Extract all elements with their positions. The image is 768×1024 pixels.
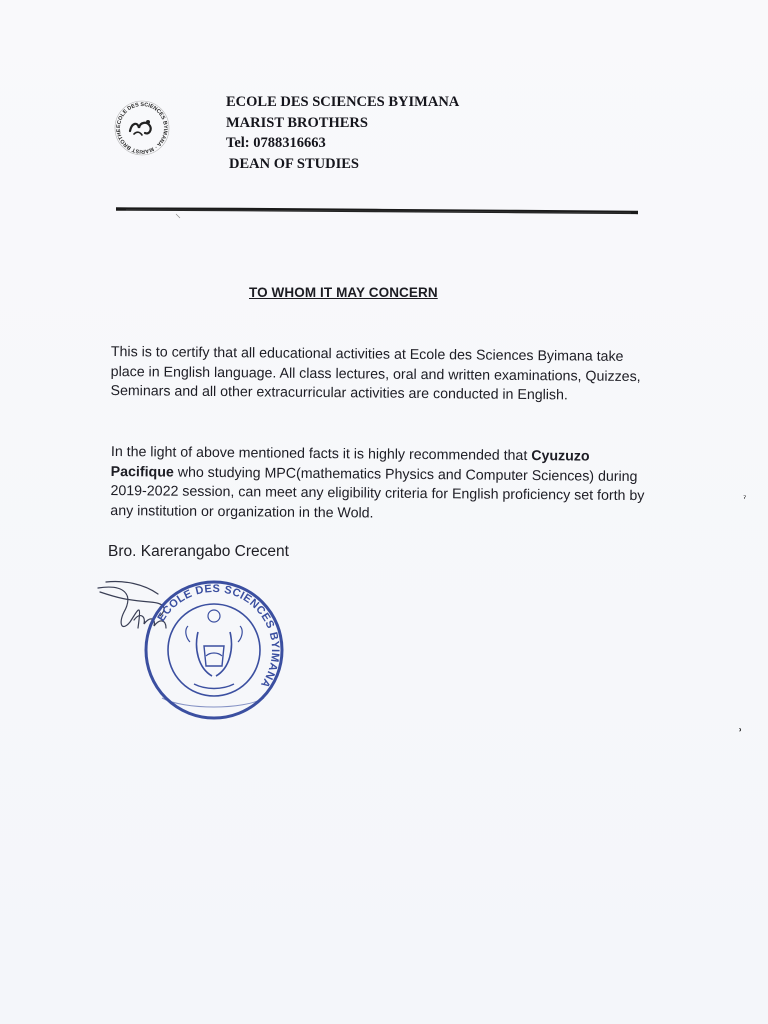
paragraph-certification: This is to certify that all educational activities at Ecole des Sciences Byimana take place in English language. All class lectures, oral and written examinations, Quizzes, Seminars and all other extracurricular activities are conducted in English.	[110, 343, 641, 404]
scan-speck: ˀ	[743, 495, 747, 505]
scan-speck: ˒	[738, 724, 743, 738]
school-logo	[112, 98, 172, 158]
letter-subject: TO WHOM IT MAY CONCERN	[249, 285, 438, 300]
svg-text:ECOLE DES SCIENCES BYIMANA · M: ECOLE DES SCIENCES BYIMANA · MARIST BROTHE	[115, 101, 169, 155]
office-title: DEAN OF STUDIES	[229, 155, 359, 172]
phone-number: Tel: 0788316663	[226, 135, 326, 151]
congregation-name: MARIST BROTHERS	[226, 114, 368, 131]
signer-name: Bro. Karerangabo Crecent	[108, 543, 289, 560]
letterhead	[226, 92, 459, 174]
header-divider	[116, 204, 638, 220]
school-name: ECOLE DES SCIENCES BYIMANA	[226, 94, 460, 110]
svg-text:ECOLE DES SCIENCES BYIMANA: ECOLE DES SCIENCES BYIMANA	[155, 582, 282, 691]
paragraph-rest: who studying MPC(mathematics Physics and Computer Sciences) during 2019-2022 session, can meet any eligibility criteria for English proficiency set forth by any institution or organization in the Wold.	[110, 464, 645, 522]
paragraph-intro: In the light of above mentioned facts it is highly recommended that	[110, 443, 532, 465]
handwritten-signature	[98, 582, 166, 629]
signature-and-stamp	[94, 572, 294, 722]
official-stamp	[146, 582, 282, 718]
paragraph-recommendation	[110, 443, 647, 526]
student-name: Cyuzuzo Pacifique	[110, 448, 590, 481]
